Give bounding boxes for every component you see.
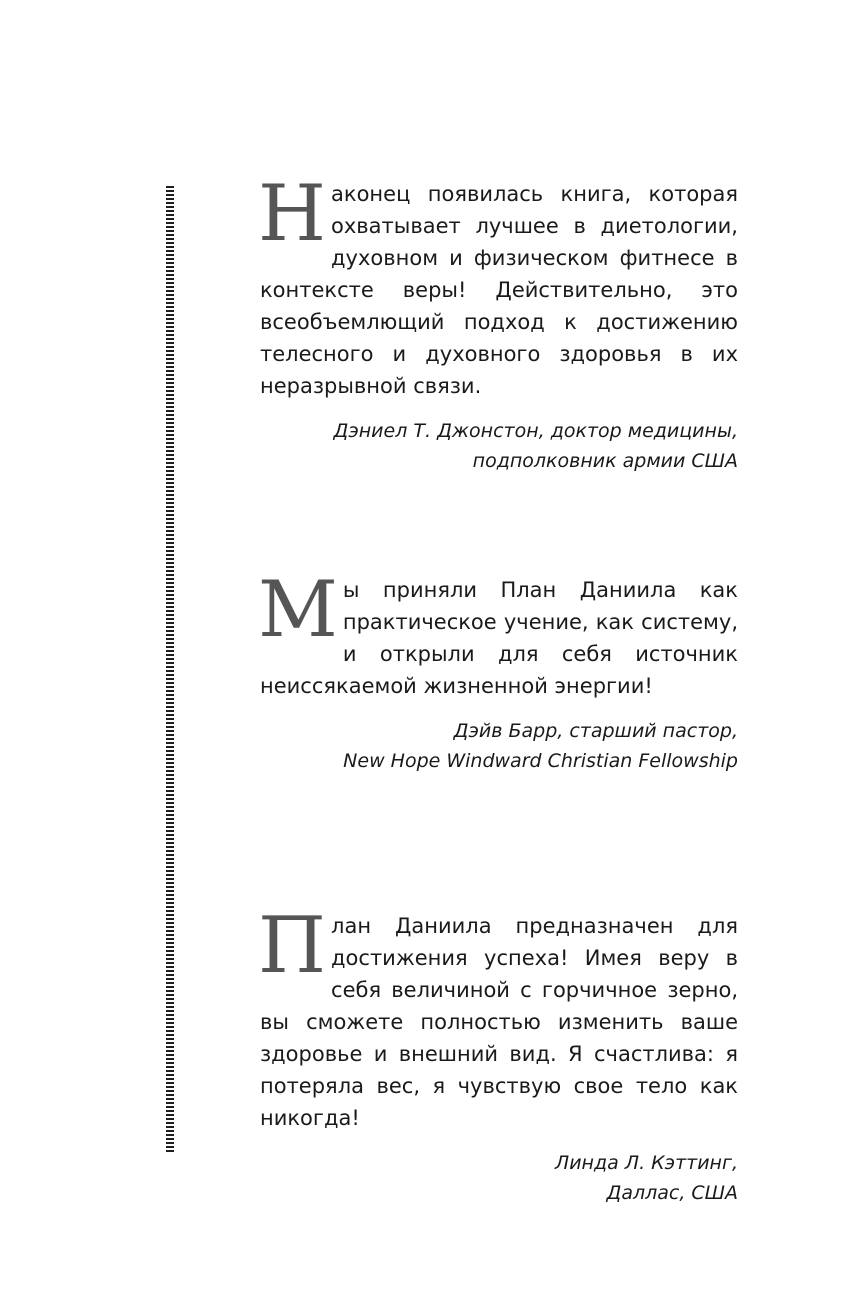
drop-cap-letter: Н [258,169,327,259]
quote-body: аконец появилась книга, которая охватывает лучшее в диетологии, духовном и физическом фитнесе в контексте веры! Действительно, это всеобъемлющий подход к достижению телесного и духовного здоровья в их неразрывной связи. [260,182,738,398]
testimonial-quote-2 [258,565,738,776]
testimonial-quote-1 [258,169,738,476]
quote-text [258,565,738,702]
attribution-line-1: Дэйв Барр, старший пастор, [453,720,738,742]
quote-text [258,169,738,402]
drop-cap-letter: М [258,565,338,655]
attribution-line-2: Даллас, США [606,1182,738,1204]
quote-attribution [260,1148,738,1208]
attribution-line-1: Линда Л. Кэттинг, [554,1152,738,1174]
decorative-side-rule [166,186,174,1154]
quote-text [258,901,738,1134]
drop-cap-letter: П [258,901,327,991]
quote-body: ы приняли План Даниила как практическое учение, как систему, и открыли для себя источник неиссякаемой жизненной энергии! [260,578,738,698]
quote-body: лан Даниила предназначен для достижения успеха! Имея веру в себя величиной с горчичное зерно, вы сможете полностью изменить ваше здоровье и внешний вид. Я счастлива: я потеряла вес, я чувствую свое тело как никогда! [260,914,738,1130]
quote-attribution [260,416,738,476]
quote-attribution [260,716,738,776]
testimonial-quote-3 [258,901,738,1208]
attribution-line-2: New Hope Windward Christian Fellowship [343,750,738,772]
attribution-line-1: Дэниел Т. Джонстон, доктор медицины, [333,420,738,442]
attribution-line-2: подполковник армии США [472,450,738,472]
